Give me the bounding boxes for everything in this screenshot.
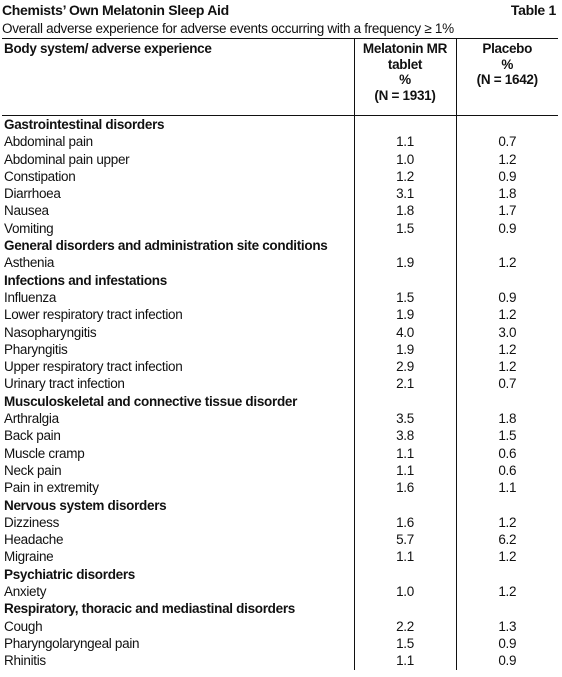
adverse-event-label: Constipation (4, 168, 76, 184)
adverse-event-label: Vomiting (4, 220, 54, 236)
table-row (2, 289, 558, 306)
column-header-line: tablet (387, 56, 423, 72)
placebo-value (456, 116, 558, 134)
group-label: Nervous system disorders (4, 497, 167, 513)
adverse-event-label: Pharyngitis (4, 341, 68, 357)
placebo-value (456, 393, 558, 410)
adverse-event-label: Abdominal pain (4, 134, 93, 150)
placebo-value: 0.9 (456, 168, 558, 185)
melatonin-value: 3.5 (354, 410, 456, 427)
placebo-value (456, 497, 558, 514)
table-row (2, 220, 558, 237)
melatonin-value: 1.9 (354, 254, 456, 271)
melatonin-value: 1.1 (354, 133, 456, 150)
placebo-value (456, 272, 558, 289)
placebo-value: 0.6 (456, 445, 558, 462)
table-row (2, 168, 558, 185)
group-label: Psychiatric disorders (4, 566, 136, 582)
adverse-event-label: Headache (4, 532, 64, 548)
placebo-value: 1.2 (456, 583, 558, 600)
table-row (2, 151, 558, 168)
melatonin-value (354, 600, 456, 617)
adverse-event-label: Arthralgia (4, 411, 59, 427)
melatonin-value: 1.5 (354, 635, 456, 652)
table-row (2, 306, 558, 323)
placebo-value: 0.9 (456, 289, 558, 306)
melatonin-value: 1.5 (354, 289, 456, 306)
table-group-row (2, 497, 558, 514)
column-header-line: % (501, 56, 514, 72)
column-header-placebo (456, 39, 558, 116)
table-row (2, 375, 558, 392)
column-header-line: % (399, 72, 411, 87)
table-row (2, 427, 558, 444)
placebo-value: 1.2 (456, 548, 558, 565)
placebo-value: 1.7 (456, 202, 558, 219)
placebo-value: 1.2 (456, 306, 558, 323)
placebo-value: 1.2 (456, 151, 558, 168)
table-group-row (2, 600, 558, 617)
adverse-event-label: Migraine (4, 549, 54, 565)
placebo-value: 3.0 (456, 324, 558, 341)
adverse-event-label: Abdominal pain upper (4, 151, 130, 167)
melatonin-value: 2.1 (354, 375, 456, 392)
adverse-event-label: Urinary tract infection (4, 376, 125, 392)
melatonin-value: 1.2 (354, 168, 456, 185)
adverse-event-label: Cough (4, 618, 43, 634)
adverse-event-label: Pain in extremity (4, 480, 99, 496)
table-row (2, 202, 558, 219)
placebo-value: 6.2 (456, 531, 558, 548)
adverse-event-label: Back pain (4, 428, 61, 444)
melatonin-value: 1.5 (354, 220, 456, 237)
table-row (2, 185, 558, 202)
group-label: Infections and infestations (4, 272, 167, 288)
melatonin-value (354, 116, 456, 134)
placebo-value (456, 600, 558, 617)
melatonin-value (354, 497, 456, 514)
table-group-row (2, 566, 558, 583)
melatonin-value (354, 566, 456, 583)
table-group-row (2, 393, 558, 410)
adverse-event-label: Anxiety (4, 584, 47, 600)
placebo-value: 0.9 (456, 652, 558, 669)
adverse-event-label: Upper respiratory tract infection (4, 359, 183, 375)
table-row (2, 133, 558, 150)
adverse-event-label: Lower respiratory tract infection (4, 307, 183, 323)
placebo-value: 0.7 (456, 133, 558, 150)
document-header (2, 2, 558, 20)
placebo-value: 1.2 (456, 514, 558, 531)
column-header-line: Melatonin MR (362, 41, 448, 56)
table-row (2, 445, 558, 462)
adverse-event-label: Asthenia (4, 255, 55, 271)
table-group-row (2, 237, 558, 254)
document-page (2, 2, 558, 670)
table-row (2, 324, 558, 341)
melatonin-value: 1.6 (354, 514, 456, 531)
adverse-event-label: Diarrhoea (4, 186, 61, 202)
melatonin-value: 1.1 (354, 445, 456, 462)
placebo-value: 0.9 (456, 635, 558, 652)
placebo-value: 1.5 (456, 427, 558, 444)
column-header-line: Placebo (482, 41, 533, 56)
adverse-event-label: Nausea (4, 203, 49, 219)
melatonin-value (354, 237, 456, 254)
adverse-event-label: Neck pain (4, 462, 62, 478)
melatonin-value: 1.0 (354, 151, 456, 168)
melatonin-value: 1.9 (354, 306, 456, 323)
table-row (2, 341, 558, 358)
melatonin-value: 2.2 (354, 618, 456, 635)
melatonin-value: 1.8 (354, 202, 456, 219)
melatonin-value: 3.8 (354, 427, 456, 444)
table-caption: Overall adverse experience for adverse events occurring with a frequency ≥ 1% (2, 21, 454, 36)
adverse-event-label: Rhinitis (4, 653, 46, 669)
melatonin-value: 1.1 (354, 652, 456, 669)
table-header-row (2, 39, 558, 116)
table-body (2, 116, 558, 670)
table-row (2, 618, 558, 635)
table-row (2, 635, 558, 652)
melatonin-value: 3.1 (354, 185, 456, 202)
group-label: Gastrointestinal disorders (4, 117, 165, 132)
placebo-value: 1.2 (456, 341, 558, 358)
placebo-value: 1.2 (456, 254, 558, 271)
placebo-value (456, 237, 558, 254)
melatonin-value: 1.9 (354, 341, 456, 358)
adverse-event-label: Nasopharyngitis (4, 324, 97, 340)
melatonin-value: 2.9 (354, 358, 456, 375)
placebo-value (456, 566, 558, 583)
table-row (2, 358, 558, 375)
melatonin-value: 4.0 (354, 324, 456, 341)
column-header-line: (N = 1642) (476, 72, 538, 87)
table-row (2, 531, 558, 548)
table-group-row (2, 116, 558, 134)
adverse-events-table (2, 38, 558, 670)
table-group-row (2, 272, 558, 289)
column-header-melatonin (354, 39, 456, 116)
group-label: Musculoskeletal and connective tissue disorder (4, 393, 298, 409)
adverse-event-label: Dizziness (4, 514, 60, 530)
melatonin-value (354, 393, 456, 410)
table-number: Table 1 (510, 2, 556, 18)
melatonin-value: 5.7 (354, 531, 456, 548)
placebo-value: 1.3 (456, 618, 558, 635)
table-row (2, 548, 558, 565)
adverse-event-label: Muscle cramp (4, 445, 85, 461)
column-header-line: (N = 1931) (374, 87, 436, 103)
placebo-value: 0.7 (456, 375, 558, 392)
placebo-value: 1.2 (456, 358, 558, 375)
document-title: Chemists’ Own Melatonin Sleep Aid (2, 2, 229, 18)
table-row (2, 514, 558, 531)
table-row (2, 254, 558, 271)
group-label: General disorders and administration site conditions (4, 238, 328, 254)
melatonin-value (354, 272, 456, 289)
placebo-value: 0.9 (456, 220, 558, 237)
melatonin-value: 1.1 (354, 548, 456, 565)
melatonin-value: 1.1 (354, 462, 456, 479)
column-header-body-system: Body system/ adverse experience (2, 39, 354, 116)
placebo-value: 1.8 (456, 410, 558, 427)
table-row (2, 583, 558, 600)
table-row (2, 479, 558, 496)
table-row (2, 652, 558, 669)
melatonin-value: 1.6 (354, 479, 456, 496)
table-row (2, 462, 558, 479)
placebo-value: 1.8 (456, 185, 558, 202)
placebo-value: 0.6 (456, 462, 558, 479)
table-row (2, 410, 558, 427)
melatonin-value: 1.0 (354, 583, 456, 600)
placebo-value: 1.1 (456, 479, 558, 496)
adverse-event-label: Influenza (4, 289, 57, 305)
adverse-event-label: Pharyngolaryngeal pain (4, 635, 140, 651)
group-label: Respiratory, thoracic and mediastinal disorders (4, 601, 295, 617)
